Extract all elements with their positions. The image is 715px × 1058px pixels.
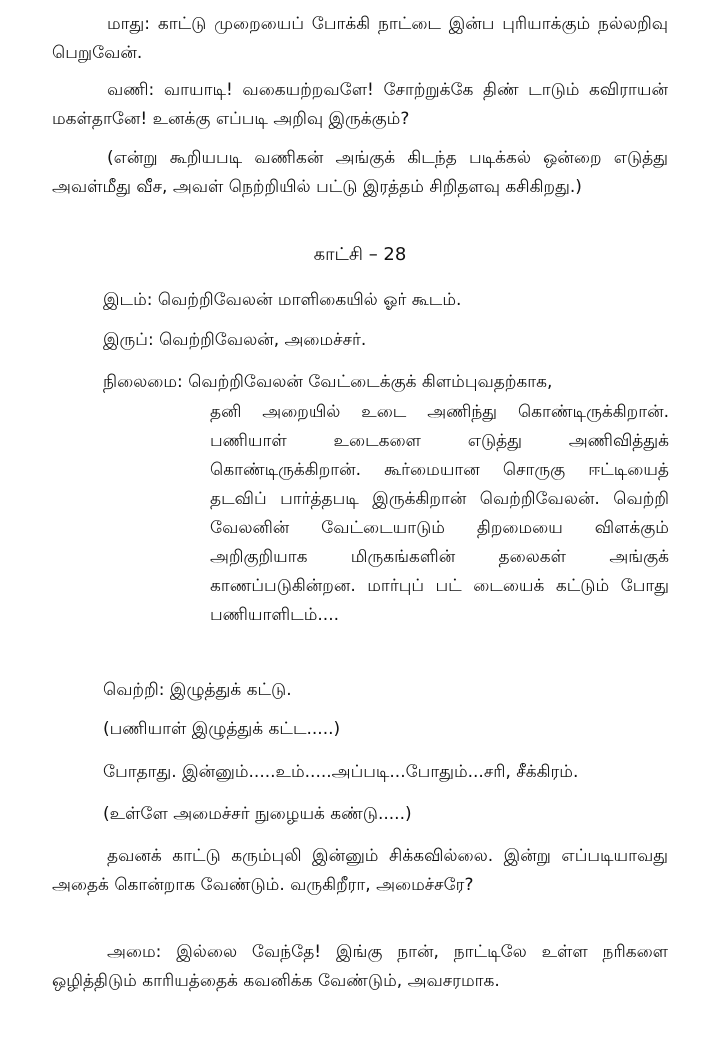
stage-direction-3: (உள்ளே அமைச்சர் நுழையக் கண்டு.....) xyxy=(103,804,412,824)
situation-first-text: வெற்றிவேலன் வேட்டைக்குக் கிளம்புவதற்காக, xyxy=(188,372,553,392)
stage-direction-2: (பணியாள் இழுத்துக் கட்ட.....) xyxy=(103,719,341,739)
vetri-line-2: போதாது. இன்னும்.....உம்.....அப்படி...போதும்...சரி, சீக்கிரம். xyxy=(103,762,579,782)
scene-title: காட்சி – 28 xyxy=(313,244,407,265)
situation-body: தனி அறையில் உடை அணிந்து கொண்டிருக்கிறான். பணியாள் உடைகளை எடுத்து அணிவித்துக் கொண்டிருக்கிறான். கூர்மையான சொருகு ஈட்டியைத் தடவிப் பார்த்தபடி இருக்கிறான் வெற்றிவேலன். வெற்றி வேலனின் வேட்டையாடும் திறமையை விளக்கும் அறிகுறியாக மிருகங்களின் தலைகள் அங்குக் காணப்படுகின்றன. மார்புப் பட் டையைக் கட்டும் போது பணியாளிடம்.... xyxy=(210,402,669,625)
vetri-line-1: வெற்றி: இழுத்துக் கட்டு. xyxy=(103,680,292,700)
scene-place: இடம்: வெற்றிவேலன் மாளிகையில் ஓர் கூடம். xyxy=(103,290,462,310)
situation-first-line xyxy=(103,368,669,397)
paragraph-vetri-speech: தவனக் காட்டு கரும்புலி இன்னும் சிக்கவில்லை. இன்று எப்படியாவது அதைக் கொன்றாக வேண்டும். வருகிறீரா, அமைச்சரே? xyxy=(52,846,668,895)
scene-present: இருப்: வெற்றிவேலன், அமைச்சர். xyxy=(103,330,367,350)
paragraph-amai-speech: அமை: இல்லை வேந்தே! இங்கு நான், நாட்டிலே உள்ள நரிகளை ஒழித்திடும் காரியத்தைக் கவனிக்க வேண்டும், அவசரமாக. xyxy=(52,942,668,991)
paragraph-stage-direction: (என்று கூறியபடி வணிகன் அங்குக் கிடந்த படிக்கல் ஒன்றை எடுத்து அவள்மீது வீச, அவள் நெற்றியில் பட்டு இரத்தம் சிறிதளவு கசிகிறது.) xyxy=(52,148,668,197)
paragraph-mathu-speech: மாது: காட்டு முறையைப் போக்கி நாட்டை இன்ப புரியாக்கும் நல்லறிவு பெறுவேன். xyxy=(52,14,668,63)
situation-label: நிலைமை: xyxy=(103,372,183,392)
paragraph-vani-speech: வணி: வாயாடி! வகையற்றவளே! சோற்றுக்கே திண் டாடும் கவிராயன் மகள்தானே! உனக்கு எப்படி அறிவு இருக்கும்? xyxy=(52,80,668,129)
